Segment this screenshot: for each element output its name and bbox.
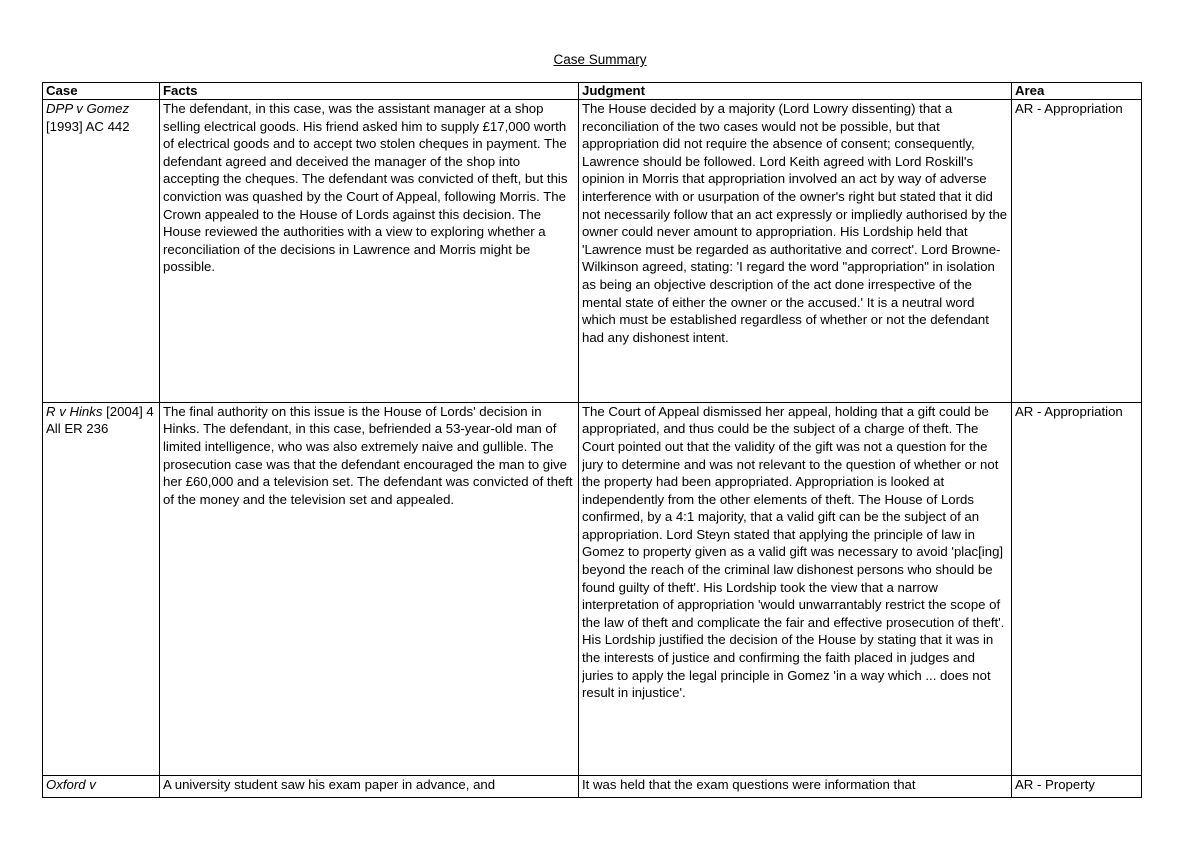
table-header-row [43, 83, 1142, 100]
area-text: AR - Appropriation [1015, 101, 1123, 116]
area-cell [1012, 100, 1142, 403]
area-text: AR - Appropriation [1015, 403, 1123, 419]
case-summary-table [42, 82, 1142, 798]
facts-cell [160, 100, 579, 403]
facts-text: The final authority on this issue is the House of Lords' decision in Hinks. The defendant, in this case, befriended a 53-year-old man of limited intelligence, who was also extremely naive and gullible. The prosecution case was that the defendant encouraged the man to give her £60,000 and a television set. The defendant was convicted of theft of the money and the television set and appealed. [163, 403, 573, 507]
column-header-area: Area [1012, 83, 1142, 100]
case-name: R v Hinks [46, 403, 103, 419]
table-row [43, 100, 1142, 403]
judgment-cell [579, 100, 1012, 403]
area-cell [1012, 775, 1142, 797]
case-cell [43, 775, 160, 797]
judgment-text: It was held that the exam questions were information that [582, 776, 916, 792]
judgment-cell [579, 775, 1012, 797]
case-name: DPP v Gomez [46, 101, 130, 116]
case-cell [43, 100, 160, 403]
facts-text: A university student saw his exam paper in advance, and [163, 776, 496, 792]
case-name: Oxford v [46, 776, 96, 792]
column-header-case: Case [43, 83, 160, 100]
area-text: AR - Property [1015, 776, 1095, 792]
page-title: Case Summary [553, 52, 647, 67]
table-row [43, 402, 1142, 775]
facts-cell [160, 775, 579, 797]
case-citation: [2004] 4 All ER 236 [46, 403, 154, 437]
case-cell [43, 402, 160, 775]
column-header-facts: Facts [160, 83, 579, 100]
judgment-text: The House decided by a majority (Lord Lowry dissenting) that a reconciliation of the two cases would not be possible, but that appropriation did not require the absence of consent; consequently, Lawrence should be followed. Lord Keith agreed with Lord Roskill's opinion in Morris that appropriation involved an act by way of adverse interference with or usurpation of the owner's right but stated that it did not necessarily follow that an act expressly or impliedly authorised by the owner could never amount to appropriation. His Lordship held that 'Lawrence must be regarded as authoritative and correct'. Lord Browne-Wilkinson agreed, stating: 'I regard the word "appropriation" in isolation as being an objective description of the act done irrespective of the mental state of either the owner or the accused.' It is a neutral word which must be established regardless of whether or not the defendant had any dishonest intent. [582, 101, 1008, 345]
case-citation: [1993] AC 442 [46, 118, 130, 134]
area-cell [1012, 402, 1142, 775]
facts-cell [160, 402, 579, 775]
column-header-judgment: Judgment [579, 83, 1012, 100]
facts-text: The defendant, in this case, was the assistant manager at a shop selling electrical goods. His friend asked him to supply £17,000 worth of electrical goods and to accept two stolen cheques in payment. The defendant agreed and deceived the manager of the shop into accepting the cheques. The defendant was convicted of theft, but this conviction was quashed by the Court of Appeal, following Morris. The Crown appealed to the House of Lords against this decision. The House reviewed the authorities with a view to exploring whether a reconciliation of the decisions in Lawrence and Morris might be possible. [163, 101, 568, 275]
judgment-cell [579, 402, 1012, 775]
judgment-text: The Court of Appeal dismissed her appeal, holding that a gift could be appropriated, and thus could be the subject of a charge of theft. The Court pointed out that the validity of the gift was not a question for the jury to determine and was not relevant to the question of whether or not the property had been appropriated. Appropriation is looked at independently from the other elements of theft. The House of Lords confirmed, by a 4:1 majority, that a valid gift can be the subject of an appropriation. Lord Steyn stated that applying the principle of law in Gomez to property given as a valid gift was necessary to avoid 'plac[ing] beyond the reach of the criminal law dishonest persons who should be found guilty of theft'. His Lordship took the view that a narrow interpretation of appropriation 'would unwarrantably restrict the scope of the law of theft and complicate the fair and effective prosecution of theft'. His Lordship justified the decision of the House by stating that it was in the interests of justice and confirming the faith placed in judges and juries to apply the legal principle in Gomez 'in a way which ... does not result in injustice'. [582, 403, 1005, 701]
table-row [43, 775, 1142, 797]
